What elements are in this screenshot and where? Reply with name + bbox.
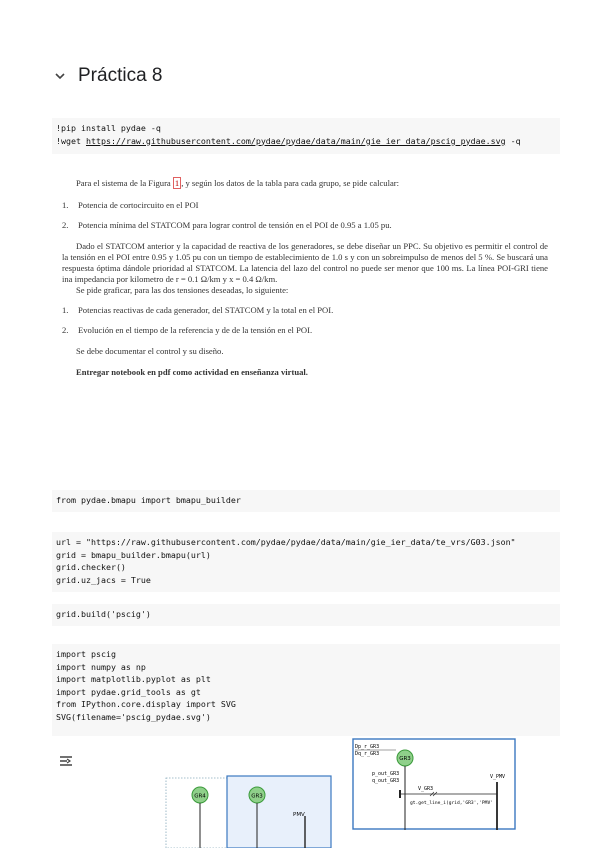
code-cell-build-grid[interactable] (52, 532, 560, 592)
code-line: grid.checker() (56, 562, 126, 572)
section-heading[interactable] (54, 62, 162, 90)
list-item (62, 305, 548, 316)
svg-url-link[interactable]: https://raw.githubusercontent.com/pydae/pydae/data/main/gie_ier_data/pscig_pydae.svg (85, 135, 506, 146)
v-gr3-label: V_GR3 (418, 786, 434, 792)
code-line: grid.uz_jacs = True (56, 574, 151, 585)
code-line: from IPython.core.display import SVG (56, 699, 236, 709)
figure-ref-link[interactable]: 1 (174, 178, 180, 188)
code-line: grid = bmapu_builder.bmapu(url) (56, 549, 211, 560)
q-out-label: q_out_GR3 (372, 778, 400, 784)
gr4-label: GR4 (194, 793, 206, 800)
dp-label: Dp_r_GR3 (355, 744, 380, 750)
code-line: SVG(filename='pscig_pydae.svg') (56, 711, 211, 722)
code-line (56, 135, 556, 148)
intro-text: Para el sistema de la Figura (76, 178, 173, 188)
code-line: !pip install pydae -q (56, 123, 161, 133)
code-line: import pydae.grid_tools as gt (56, 686, 201, 697)
code-cell-grid-build[interactable] (52, 604, 560, 626)
list-item (62, 325, 548, 336)
code-line: url = "https://raw.githubusercontent.com/pydae/pydae/data/main/gie_ier_data/te_vrs/G03.json" (56, 537, 516, 547)
design-paragraph: Dado el STATCOM anterior y la capacidad de reactiva de los generadores, se debe diseñar un PPC. Su objetivo es permitir el control de la tensión en el POI entre 0.95 y 1.05 pu con un tiempo de establecimiento de 1.0 s y con un sobreimpulso de menos del 5 %. Se buscará una respuesta óptima dándole prioridad al STATCOM. La latencia del lazo del control no puede ser menor que 100 ms. La línea POI-GRI tiene ina impedancia por kilometro de r = 0.1 Ω/km y x = 0.4 Ω/km. (62, 241, 548, 284)
list-number: 1. (62, 200, 69, 210)
list-text: Evolución en el tiempo de la referencia y de de la tensión en el POI. (78, 325, 313, 335)
gr3-label: GR3 (399, 756, 411, 762)
list-calculate (62, 200, 548, 231)
list-text: Potencias reactivas de cada generador, del STATCOM y la total en el POI. (78, 305, 334, 315)
section-title: Práctica 8 (78, 65, 163, 86)
code-line: grid.build('pscig') (56, 609, 151, 619)
code-cell-import-builder[interactable] (52, 490, 560, 512)
output-toggle-icon[interactable] (59, 752, 73, 764)
code-line: import numpy as np (56, 661, 146, 672)
list-number: 1. (62, 305, 69, 315)
code-cell-install[interactable] (52, 118, 560, 154)
p-out-label: p_out_GR3 (372, 771, 400, 777)
pmv-label: PMV (293, 812, 305, 818)
code-line: from pydae.bmapu import bmapu_builder (56, 495, 241, 505)
wget-cmd: !wget (56, 135, 86, 146)
list-graphs (62, 305, 548, 336)
line-current-label: gt.get_line_i(grid,'GR3','PMV' (410, 801, 493, 806)
document-paragraph: Se debe documentar el control y su diseño. (76, 346, 224, 356)
grid-diagram-right (352, 738, 516, 830)
grid-diagram-left (165, 772, 335, 848)
gr3-label: GR3 (251, 793, 263, 800)
dq-label: Dq_r_GR3 (355, 751, 380, 757)
intro-paragraph (62, 178, 548, 189)
intro-text-end: , y según los datos de la tabla para cada grupo, se pide calcular: (181, 178, 400, 188)
list-text: Potencia mínima del STATCOM para lograr control de tensión en el POI de 0.95 a 1.05 pu. (78, 220, 392, 230)
list-number: 2. (62, 220, 69, 230)
assignment-document (62, 178, 548, 378)
v-pmv-label: V_PMV (490, 774, 506, 780)
graph-paragraph: Se pide graficar, para las dos tensiones deseadas, lo siguiente: (76, 285, 289, 295)
list-text: Potencia de cortocircuito en el POI (78, 200, 199, 210)
list-item (62, 220, 548, 231)
list-number: 2. (62, 325, 69, 335)
code-cell-imports-svg[interactable] (52, 644, 560, 736)
wget-flag: -q (505, 135, 521, 146)
chevron-down-icon[interactable] (54, 68, 70, 84)
code-line: import matplotlib.pyplot as plt (56, 674, 211, 684)
list-item (62, 200, 548, 211)
code-line: import pscig (56, 649, 116, 659)
submit-paragraph: Entregar notebook en pdf como actividad en enseñanza virtual. (76, 367, 308, 377)
